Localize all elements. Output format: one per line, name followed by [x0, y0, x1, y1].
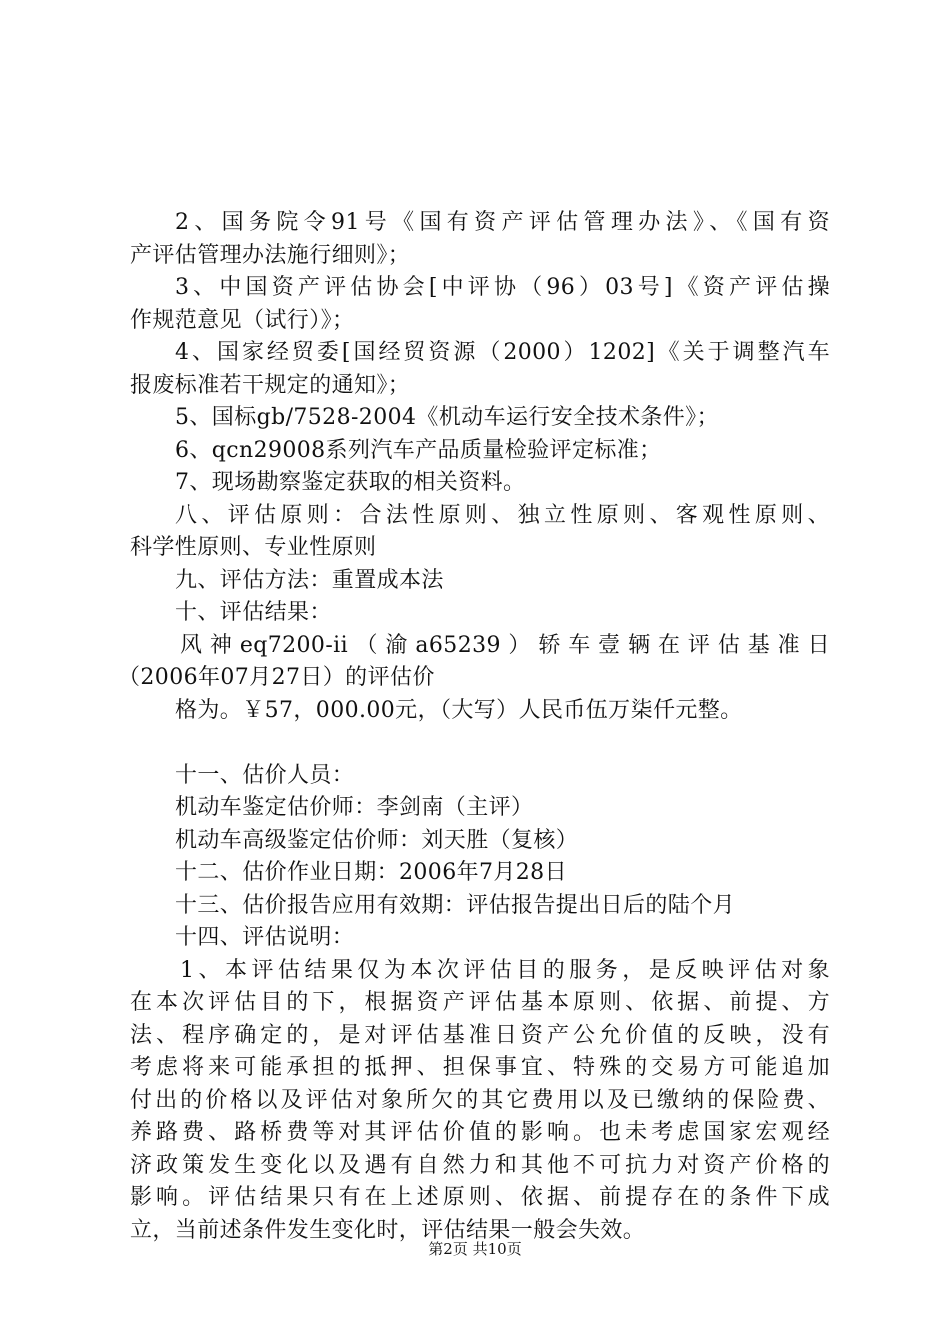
paragraph-line: 3、中国资产评估协会[中评协（96）03号]《资产评估操 [175, 275, 830, 300]
paragraph-line: 立，当前述条件发生变化时，评估结果一般会失效。 [130, 1217, 646, 1243]
paragraph-line: 格为。￥57，000.00元，（大写）人民币伍万柒仟元整。 [175, 697, 743, 723]
paragraph-line: 影响。评估结果只有在上述原则、依据、前提存在的条件下成 [130, 1185, 830, 1210]
blank-line [130, 727, 830, 760]
paragraph-line: 6、qcn29008系列汽车产品质量检验评定标准； [175, 437, 662, 463]
paragraph-line: 十四、评估说明： [175, 925, 355, 950]
paragraph-line: 十、评估结果： [175, 600, 332, 625]
paragraph-line: 7、现场勘察鉴定获取的相关资料。 [175, 470, 526, 495]
paragraph-line: 1、本评估结果仅为本次评估目的服务，是反映评估对象 [180, 957, 830, 983]
paragraph-line: 在本次评估目的下，根据资产评估基本原则、依据、前提、方 [130, 990, 830, 1015]
paragraph-line: 付出的价格以及评估对象所欠的其它费用以及已缴纳的保险费、 [130, 1087, 830, 1113]
paragraph-line: 科学性原则、专业性原则 [130, 535, 377, 560]
paragraph-line: 考虑将来可能承担的抵押、担保事宜、特殊的交易方可能追加 [130, 1055, 830, 1080]
paragraph-line: 十三、估价报告应用有效期：评估报告提出日后的陆个月 [175, 892, 736, 918]
paragraph-line: 养路费、路桥费等对其评估价值的影响。也未考虑国家宏观经 [130, 1120, 830, 1145]
page-number-footer: 第2页 共10页 [428, 1240, 522, 1258]
paragraph-line: 九、评估方法：重置成本法 [175, 567, 444, 593]
paragraph-line: 2、国务院令91号《国有资产评估管理办法》、《国有资 [175, 210, 830, 235]
paragraph-line: 4、国家经贸委[国经贸资源（2000）1202]《关于调整汽车 [175, 340, 830, 365]
paragraph-line: 十二、估价作业日期：2006年7月28日 [175, 860, 567, 885]
paragraph-line: 报废标准若干规定的通知》； [130, 372, 411, 398]
paragraph-line: 济政策发生变化以及遇有自然力和其他不可抗力对资产价格的 [130, 1152, 830, 1178]
paragraph-line: 作规范意见（试行）》； [130, 307, 355, 333]
document-body [118, 207, 830, 1247]
paragraph-line: 八、评估原则：合法性原则、独立性原则、客观性原则、 [175, 502, 830, 528]
paragraph-line: 产评估管理办法施行细则》； [130, 242, 411, 268]
paragraph-line: （2006年07月27日）的评估价 [118, 665, 435, 690]
paragraph-line: 法、程序确定的，是对评估基准日资产公允价值的反映，没有 [130, 1022, 830, 1048]
paragraph-line: 5、国标gb/7528-2004《机动车运行安全技术条件》； [175, 405, 719, 430]
paragraph-line: 机动车高级鉴定估价师：刘天胜（复核） [175, 827, 579, 853]
paragraph-line: 十一、估价人员： [175, 762, 355, 788]
paragraph-line: 风神eq7200-ii（渝a65239）轿车壹辆在评估基准日 [180, 632, 830, 658]
paragraph-line: 机动车鉴定估价师：李剑南（主评） [175, 795, 534, 820]
